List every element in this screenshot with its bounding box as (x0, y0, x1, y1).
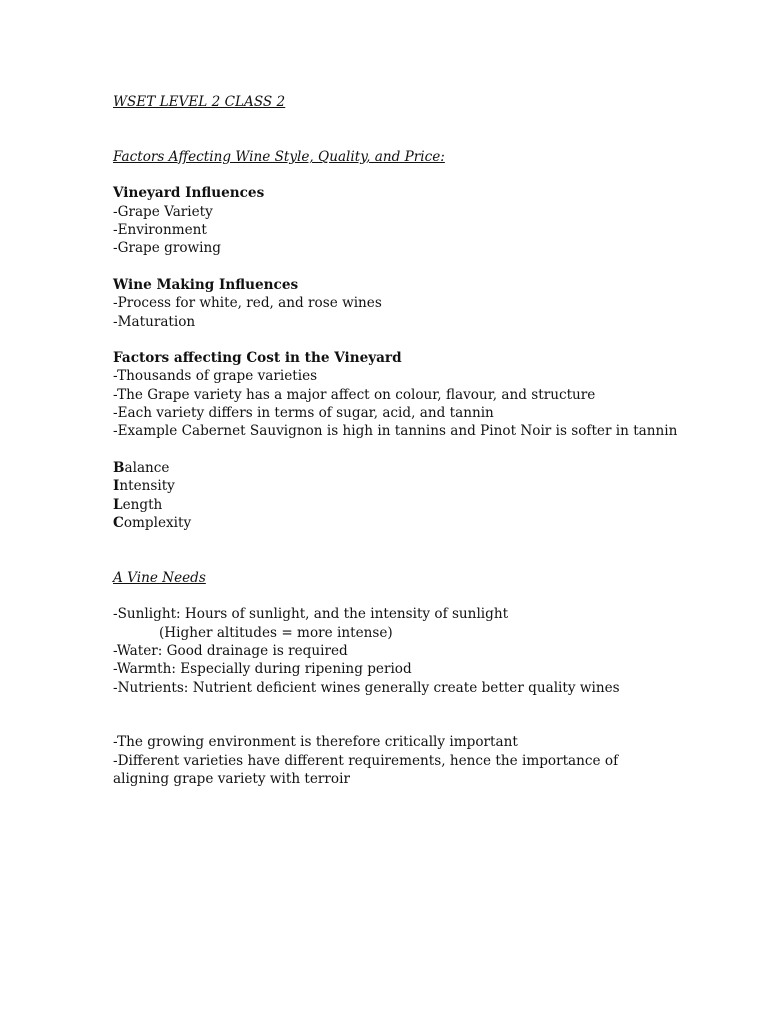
list-item: -Grape Variety (113, 203, 213, 220)
list-item: -Nutrients: Nutrient deficient wines generally create better quality wines (113, 679, 620, 696)
list-item: -Thousands of grape varieties (113, 368, 318, 385)
list-item: -Maturation (113, 313, 196, 330)
list-item: -Each variety differs in terms of sugar, acid, and tannin (113, 405, 494, 422)
list-item: -Water: Good drainage is required (113, 642, 348, 659)
spacer (113, 697, 653, 734)
spacer (113, 111, 653, 148)
acronym-letter: C (113, 514, 124, 531)
cost-heading: Factors affecting Cost in the Vineyard (113, 350, 402, 367)
document-page (113, 93, 678, 788)
spacer (113, 532, 653, 569)
closing-line: -Different varieties have different requirements, hence the importance of aligning grape variety with terroir (113, 752, 619, 787)
spacer (113, 258, 653, 276)
winemaking-heading: Wine Making Influences (113, 276, 299, 293)
spacer (113, 331, 653, 349)
acronym-letter: B (113, 459, 125, 476)
spacer (113, 587, 653, 605)
list-item: -Sunlight: Hours of sunlight, and the intensity of sunlight (113, 606, 509, 623)
acronym-rest: alance (124, 459, 170, 476)
vine-needs-title: A Vine Needs (113, 569, 206, 586)
class-title: WSET LEVEL 2 CLASS 2 (113, 94, 286, 110)
acronym-line-length (113, 496, 653, 514)
list-item: -Example Cabernet Sauvignon is high in tannins and Pinot Noir is softer in tannin (113, 423, 678, 440)
spacer (113, 166, 653, 184)
acronym-rest: ength (122, 496, 163, 513)
section-title: Factors Affecting Wine Style, Quality, and Price: (113, 148, 445, 165)
list-item: -The Grape variety has a major affect on colour, flavour, and structure (113, 386, 596, 403)
acronym-line-intensity (113, 477, 653, 495)
acronym-letter: L (113, 496, 123, 513)
list-item: -Warmth: Especially during ripening period (113, 661, 412, 678)
acronym-rest: ntensity (119, 478, 175, 495)
spacer (113, 441, 653, 459)
acronym-rest: omplexity (123, 514, 192, 531)
acronym-letter: I (113, 478, 120, 495)
acronym-line-balance (113, 459, 653, 477)
list-item: -Process for white, red, and rose wines (113, 295, 382, 312)
closing-line: -The growing environment is therefore critically important (113, 734, 518, 751)
acronym-line-complexity (113, 514, 653, 532)
list-item-note: (Higher altitudes = more intense) (159, 624, 393, 641)
list-item: -Environment (113, 222, 207, 239)
list-item: -Grape growing (113, 240, 221, 257)
vineyard-heading: Vineyard Influences (113, 185, 265, 202)
